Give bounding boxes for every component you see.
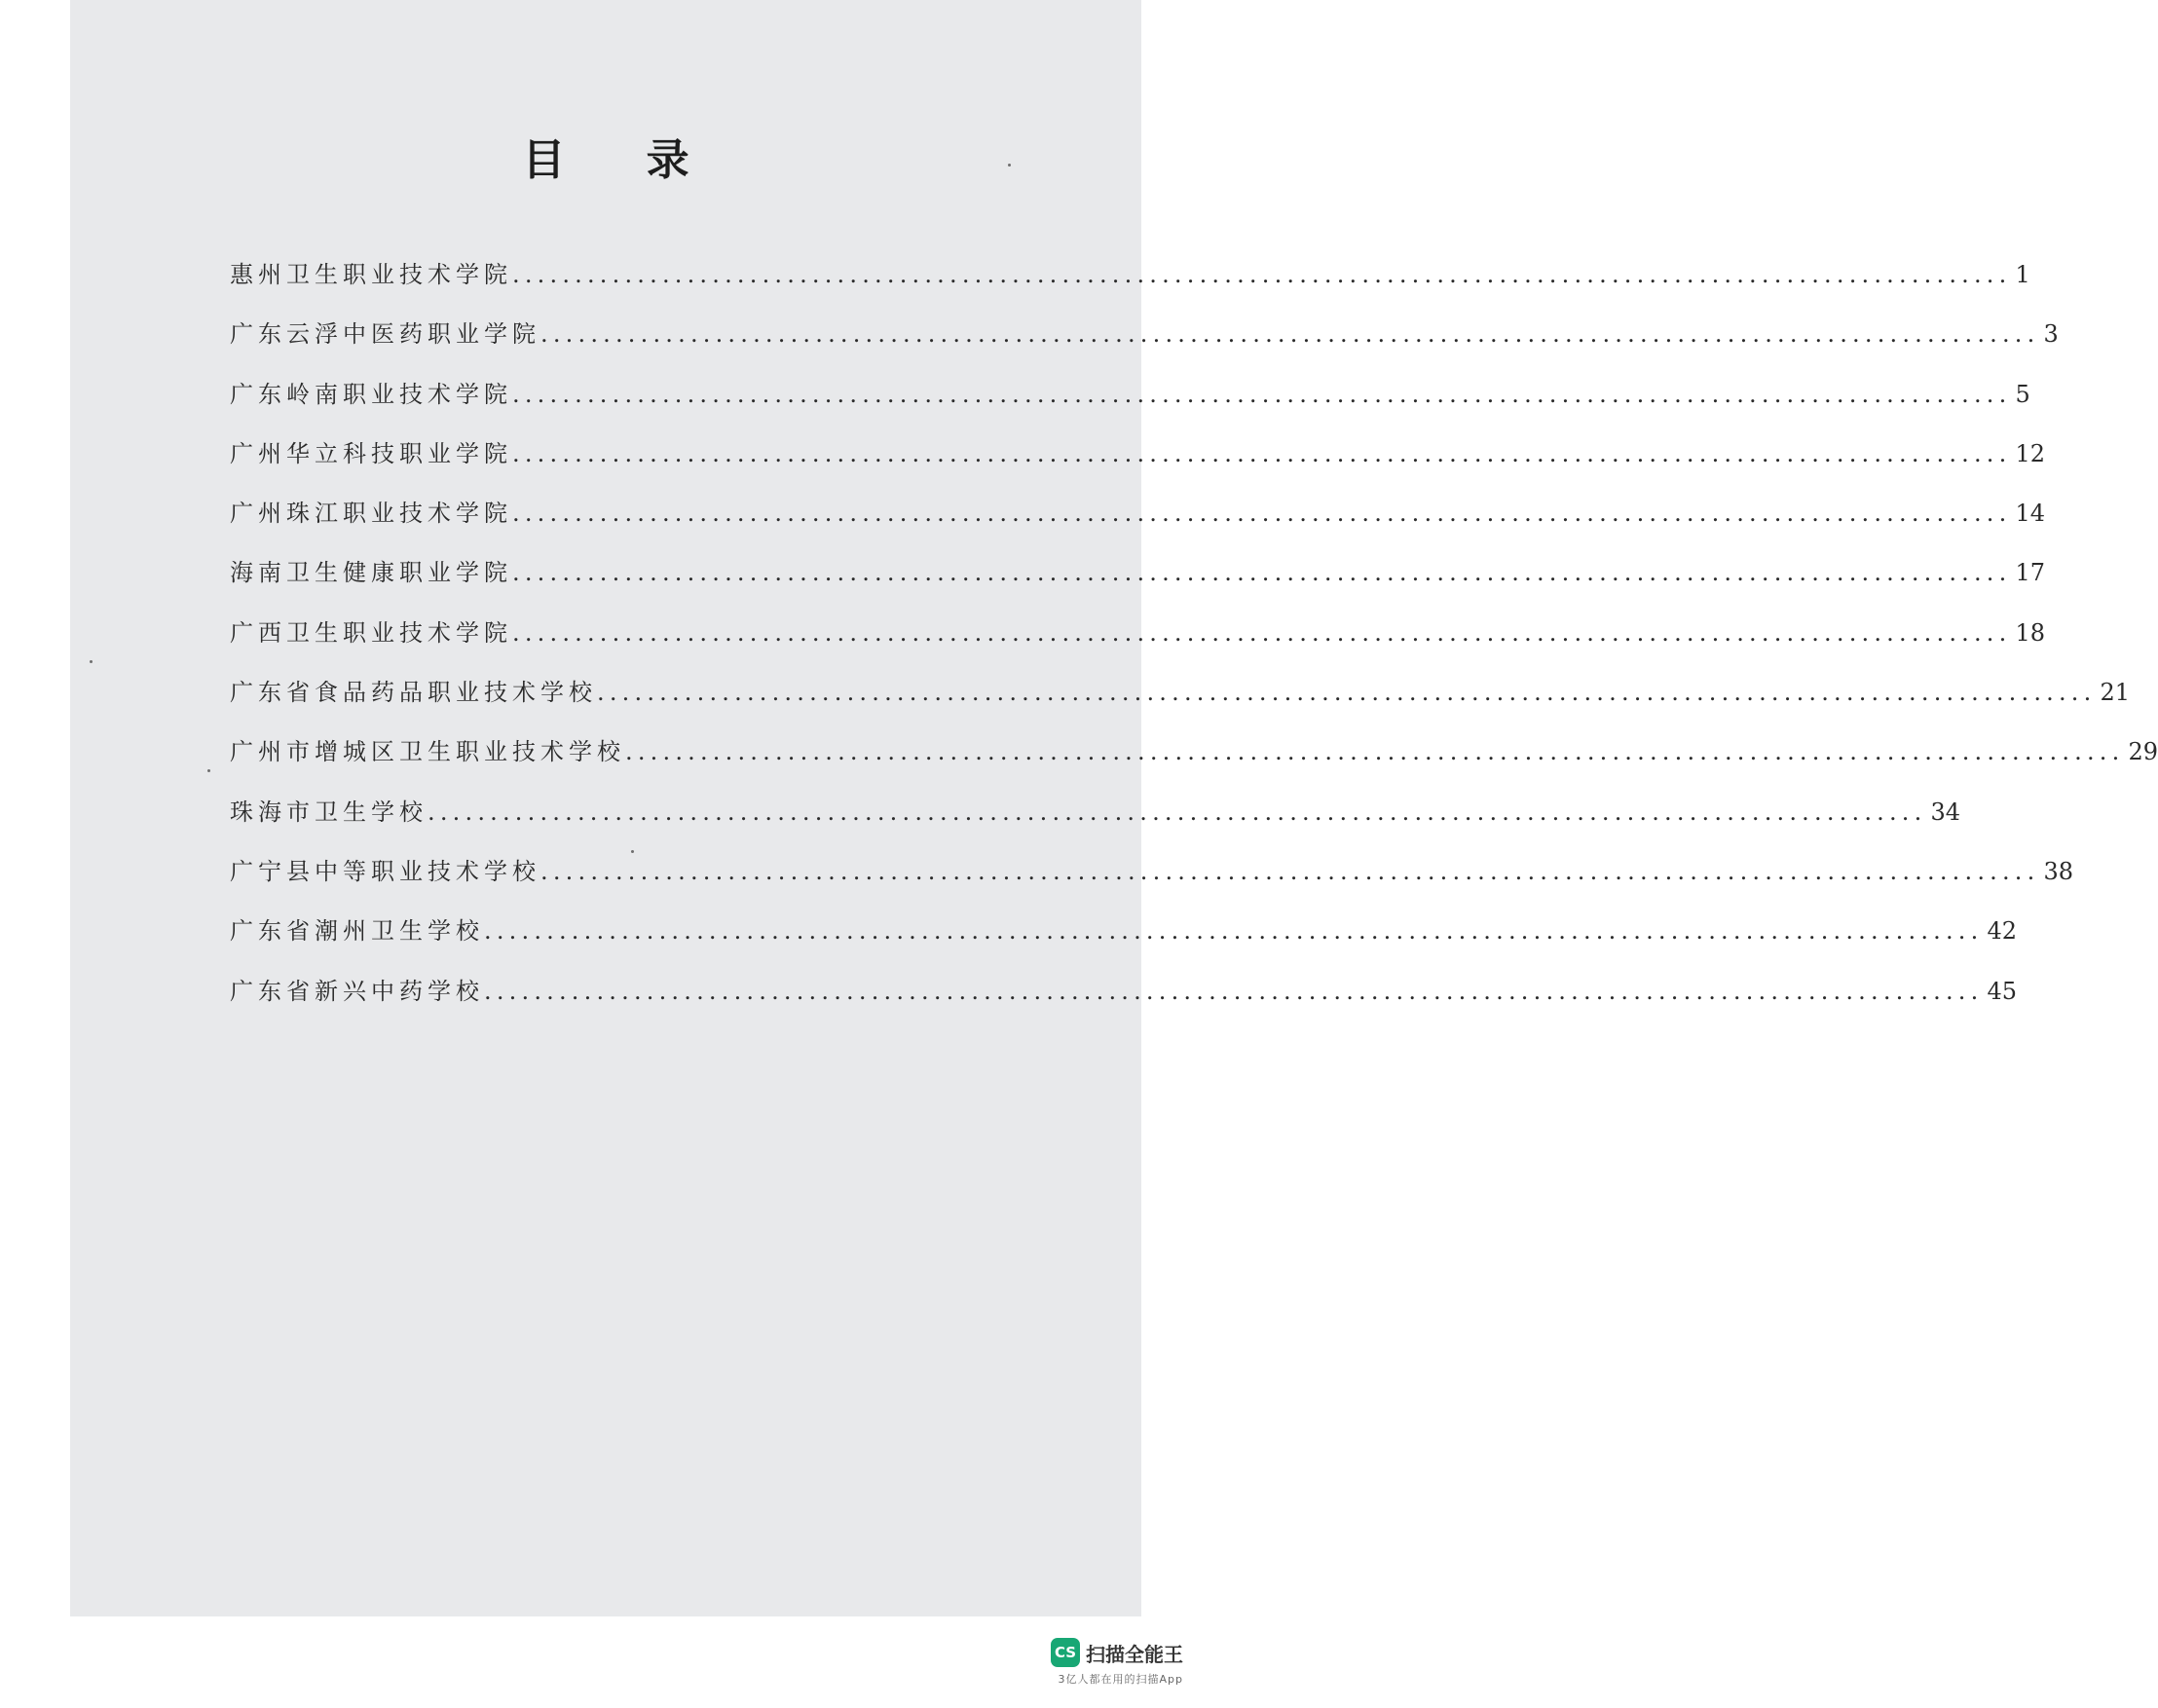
toc-page-number: 3 <box>2043 320 2059 349</box>
toc-entry-title: 广州华立科技职业学院 <box>230 439 512 467</box>
watermark-slogan: 3亿人都在用的扫描App <box>1058 1673 1183 1686</box>
dot-leader: ........................................................................................................................ <box>512 439 2012 467</box>
toc-entry-title: 海南卫生健康职业学院 <box>230 559 512 587</box>
toc-page-number: 34 <box>1930 798 1961 826</box>
toc-title: 目 录 <box>522 135 723 185</box>
toc-entry-title: 广西卫生职业技术学院 <box>230 618 512 647</box>
toc-entry-title: 广东省食品药品职业技术学校 <box>230 679 597 707</box>
toc-entry <box>230 315 2059 374</box>
toc-entry <box>230 793 1961 852</box>
toc-entry <box>230 494 2046 553</box>
toc-entry-title: 广州市增城区卫生职业技术学校 <box>230 738 625 766</box>
dot-leader: ........................................................................................................................ <box>428 798 1927 826</box>
dot-leader: ........................................................................................................................ <box>484 917 1984 946</box>
toc-entry <box>230 852 2074 911</box>
toc-page-number: 21 <box>2100 679 2131 707</box>
scan-speck <box>207 769 210 772</box>
toc-entry-title: 广东岭南职业技术学院 <box>230 380 512 408</box>
toc-page-number: 18 <box>2015 618 2046 647</box>
toc-page-number: 17 <box>2015 559 2046 587</box>
dot-leader: ........................................................................................................................ <box>484 977 1984 1005</box>
camscanner-logo-icon: CS <box>1051 1638 1080 1667</box>
dot-leader: ........................................................................................................................ <box>512 559 2012 587</box>
scan-speck <box>90 660 93 663</box>
toc-entry <box>230 911 2018 971</box>
toc-entry <box>230 673 2131 732</box>
toc-entry <box>230 434 2046 494</box>
toc-entry <box>230 375 2030 434</box>
toc-page-number: 45 <box>1987 977 2018 1005</box>
toc-entry-title: 广州珠江职业技术学院 <box>230 500 512 528</box>
dot-leader: ........................................................................................................................ <box>540 857 2040 885</box>
toc-entry-title: 广东省潮州卫生学校 <box>230 917 484 946</box>
dot-leader: ........................................................................................................................ <box>512 500 2012 528</box>
toc-entry-title: 广东云浮中医药职业学院 <box>230 320 540 349</box>
toc-page-number: 1 <box>2015 261 2030 288</box>
toc-entry-title: 广宁县中等职业技术学校 <box>230 857 540 885</box>
toc-page-number: 42 <box>1987 917 2018 946</box>
watermark-brand <box>1027 1638 1183 1667</box>
toc-entry <box>230 972 2018 1031</box>
toc-page-number: 29 <box>2128 738 2158 766</box>
dot-leader: ........................................................................................................................ <box>540 320 2040 349</box>
scan-speck <box>1008 164 1011 167</box>
toc-page-number: 12 <box>2015 439 2046 467</box>
toc-entry <box>230 613 2046 673</box>
watermark-app-name: 扫描全能王 <box>1086 1642 1183 1666</box>
toc-entry-title: 广东省新兴中药学校 <box>230 977 484 1005</box>
toc-list <box>230 255 2158 1031</box>
toc-page-number: 5 <box>2015 380 2030 408</box>
dot-leader: ........................................................................................................................ <box>512 380 2012 408</box>
toc-entry <box>230 732 2158 792</box>
dot-leader: ........................................................................................................................ <box>597 679 2097 707</box>
scan-speck <box>631 850 634 853</box>
dot-leader: ........................................................................................................................ <box>512 261 2012 288</box>
toc-entry <box>230 553 2046 613</box>
toc-entry-title: 惠州卫生职业技术学院 <box>230 261 512 288</box>
dot-leader: ........................................................................................................................ <box>625 738 2125 766</box>
camscanner-watermark <box>1027 1638 1183 1696</box>
toc-page-number: 14 <box>2015 500 2046 528</box>
scanned-page <box>70 0 2158 1616</box>
toc-page-number: 38 <box>2043 857 2074 885</box>
toc-entry-title: 珠海市卫生学校 <box>230 798 428 826</box>
toc-entry <box>230 255 2030 315</box>
dot-leader: ........................................................................................................................ <box>512 618 2012 647</box>
